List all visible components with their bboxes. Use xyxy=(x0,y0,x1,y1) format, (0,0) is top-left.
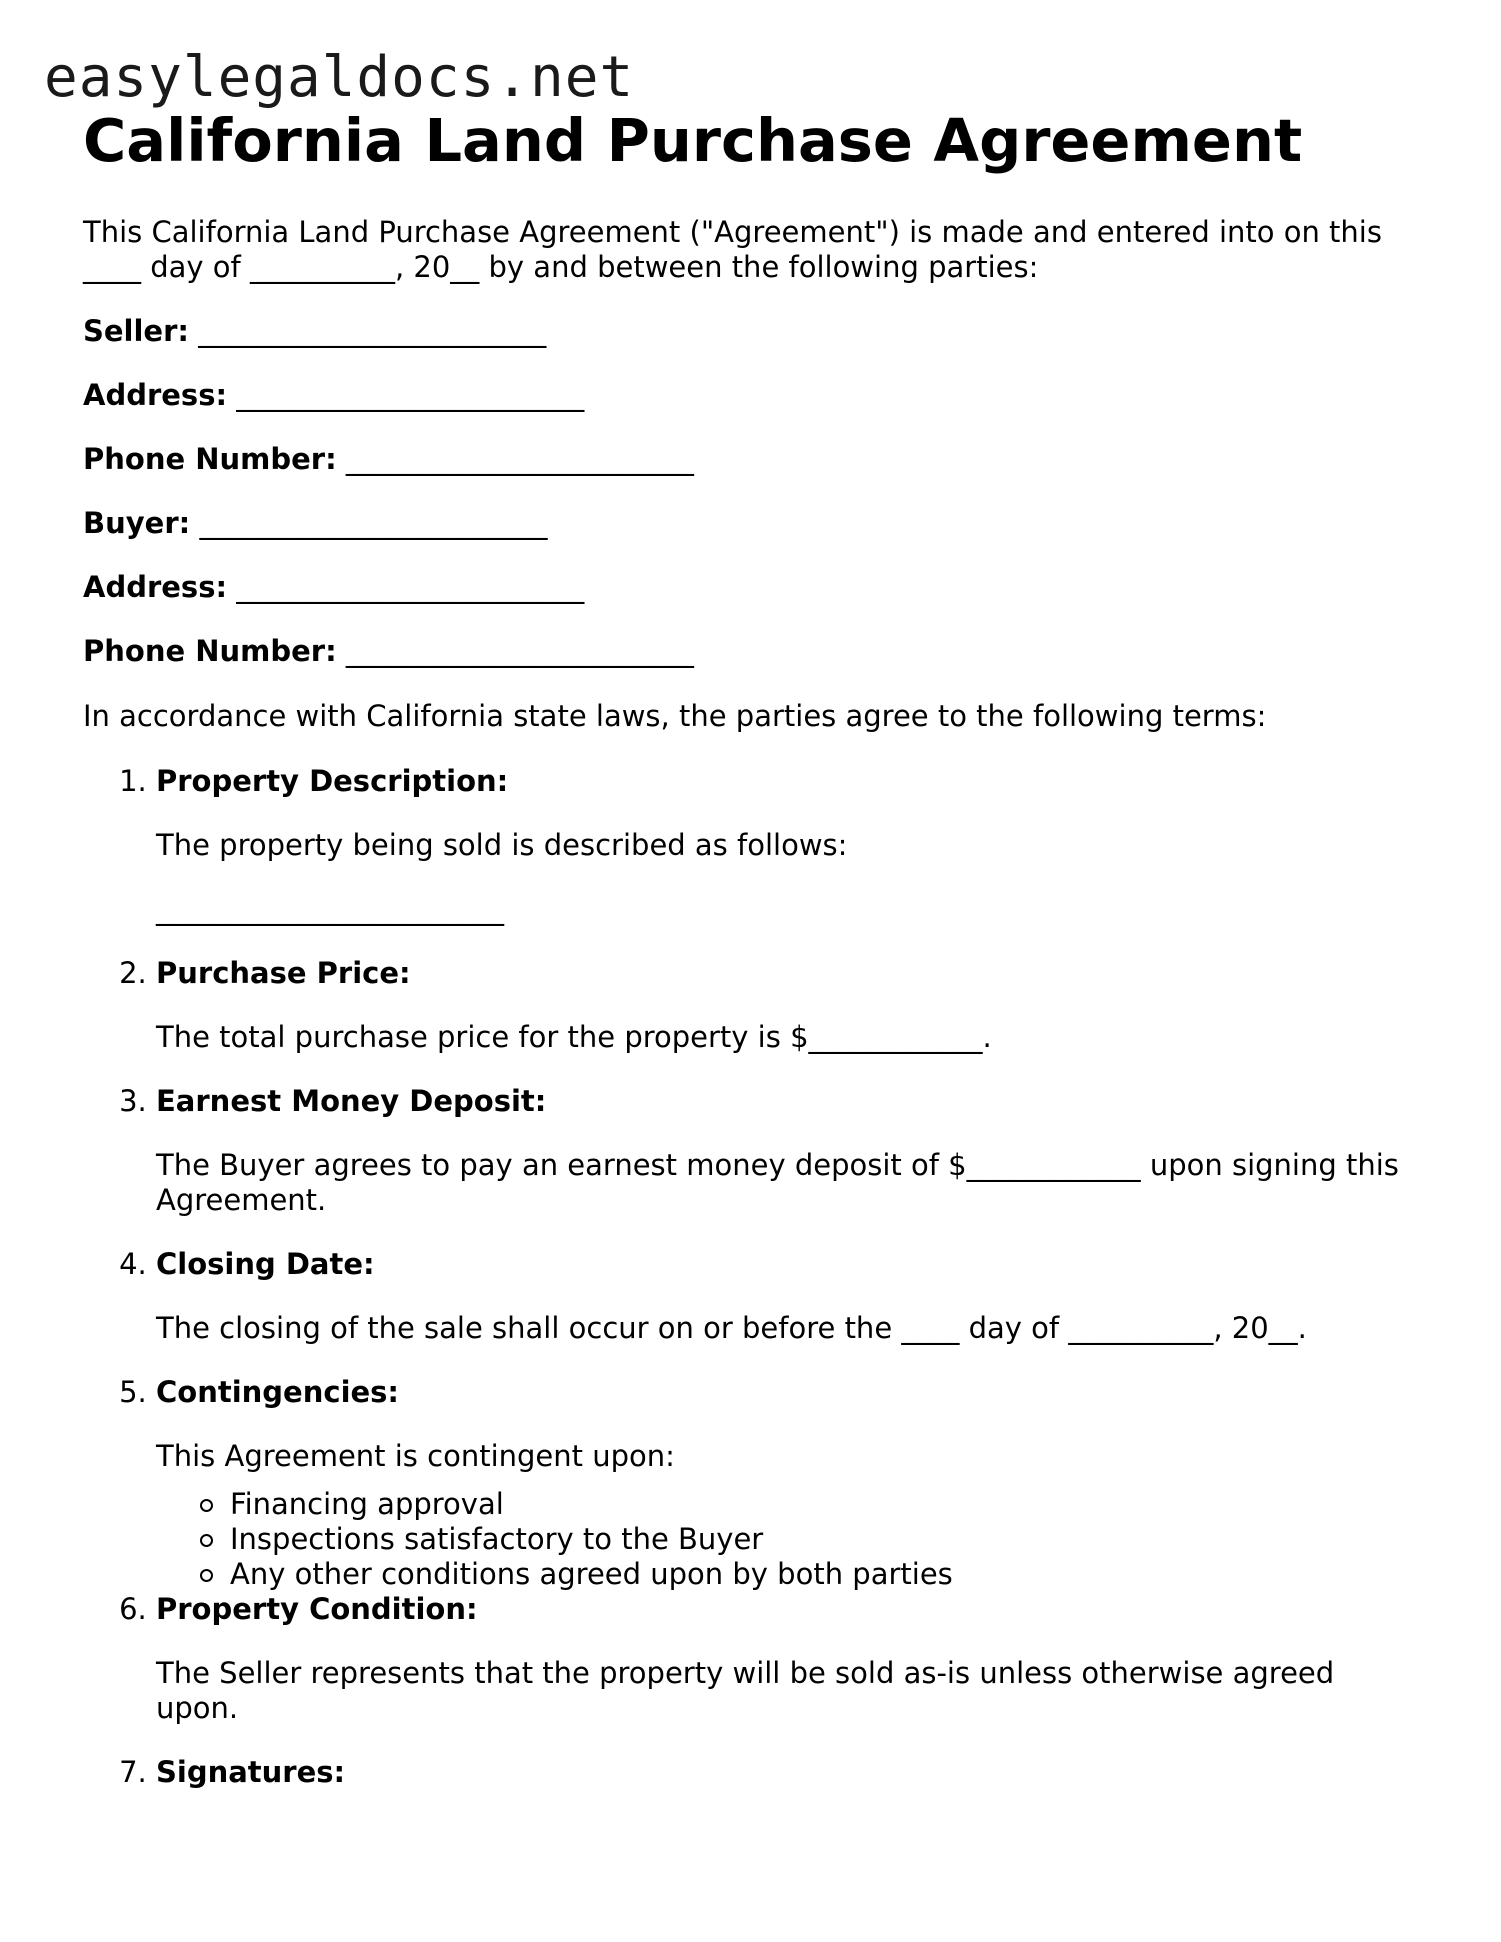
field-blank: ________________________ xyxy=(345,442,694,476)
term-title: 6. Property Condition: xyxy=(156,1592,478,1626)
list-item-text: Financing approval xyxy=(230,1487,504,1521)
term-purchase-price xyxy=(156,956,1423,1055)
party-field-seller-address xyxy=(83,378,1423,413)
field-blank: ________________________ xyxy=(236,378,585,412)
site-watermark: easylegaldocs.net xyxy=(44,45,635,110)
term-blank: ________________________ xyxy=(156,892,504,926)
term-title: 3. Earnest Money Deposit: xyxy=(156,1084,547,1118)
field-blank: ________________________ xyxy=(236,570,585,604)
term-body: The Buyer agrees to pay an earnest money deposit of $____________ upon signing this Agreement. xyxy=(156,1148,1399,1217)
field-blank: ________________________ xyxy=(345,634,694,668)
term-body: The Seller represents that the property will be sold as-is unless otherwise agreed upon. xyxy=(156,1656,1335,1725)
term-title: 4. Closing Date: xyxy=(156,1247,375,1281)
term-body: The property being sold is described as follows: xyxy=(156,828,848,862)
term-property-description xyxy=(156,764,1423,927)
field-label: Buyer: xyxy=(83,506,191,540)
party-field-seller xyxy=(83,314,1423,349)
term-title: 1. Property Description: xyxy=(156,764,509,798)
field-blank: ________________________ xyxy=(199,506,548,540)
term-title: 5. Contingencies: xyxy=(156,1375,400,1409)
terms-list xyxy=(83,764,1423,1790)
document-title: California Land Purchase Agreement xyxy=(83,106,1303,175)
term-title: 7. Signatures: xyxy=(156,1755,346,1789)
list-item xyxy=(230,1522,1423,1557)
field-blank: ________________________ xyxy=(198,314,547,348)
terms-intro: In accordance with California state laws, the parties agree to the following terms: xyxy=(83,699,1267,733)
field-label: Address: xyxy=(83,570,228,604)
field-label: Address: xyxy=(83,378,228,412)
intro-paragraph: This California Land Purchase Agreement ("Agreement") is made and entered into on this ____ day of __________, 20__ by and between the following parties: xyxy=(83,215,1382,284)
party-field-buyer-phone xyxy=(83,634,1423,669)
party-field-buyer xyxy=(83,506,1423,541)
document xyxy=(83,100,1423,1790)
term-body: This Agreement is contingent upon: xyxy=(156,1439,675,1473)
list-item-text: Any other conditions agreed upon by both parties xyxy=(230,1557,953,1591)
term-closing-date xyxy=(156,1247,1423,1346)
field-label: Phone Number: xyxy=(83,442,337,476)
contingency-list xyxy=(156,1487,1423,1592)
field-label: Seller: xyxy=(83,314,190,348)
field-label: Phone Number: xyxy=(83,634,337,668)
party-field-seller-phone xyxy=(83,442,1423,477)
party-field-buyer-address xyxy=(83,570,1423,605)
term-contingencies xyxy=(156,1375,1423,1592)
term-signatures xyxy=(156,1755,1423,1790)
circle-bullet-icon xyxy=(200,1499,213,1512)
circle-bullet-icon xyxy=(200,1569,213,1582)
term-earnest-money-deposit xyxy=(156,1084,1423,1218)
term-title: 2. Purchase Price: xyxy=(156,956,411,990)
term-body: The total purchase price for the property is $____________. xyxy=(156,1020,992,1054)
list-item xyxy=(230,1557,1423,1592)
list-item xyxy=(230,1487,1423,1522)
term-property-condition xyxy=(156,1592,1423,1726)
term-body: The closing of the sale shall occur on or before the ____ day of __________, 20__. xyxy=(156,1311,1307,1345)
circle-bullet-icon xyxy=(200,1534,213,1547)
list-item-text: Inspections satisfactory to the Buyer xyxy=(230,1522,764,1556)
